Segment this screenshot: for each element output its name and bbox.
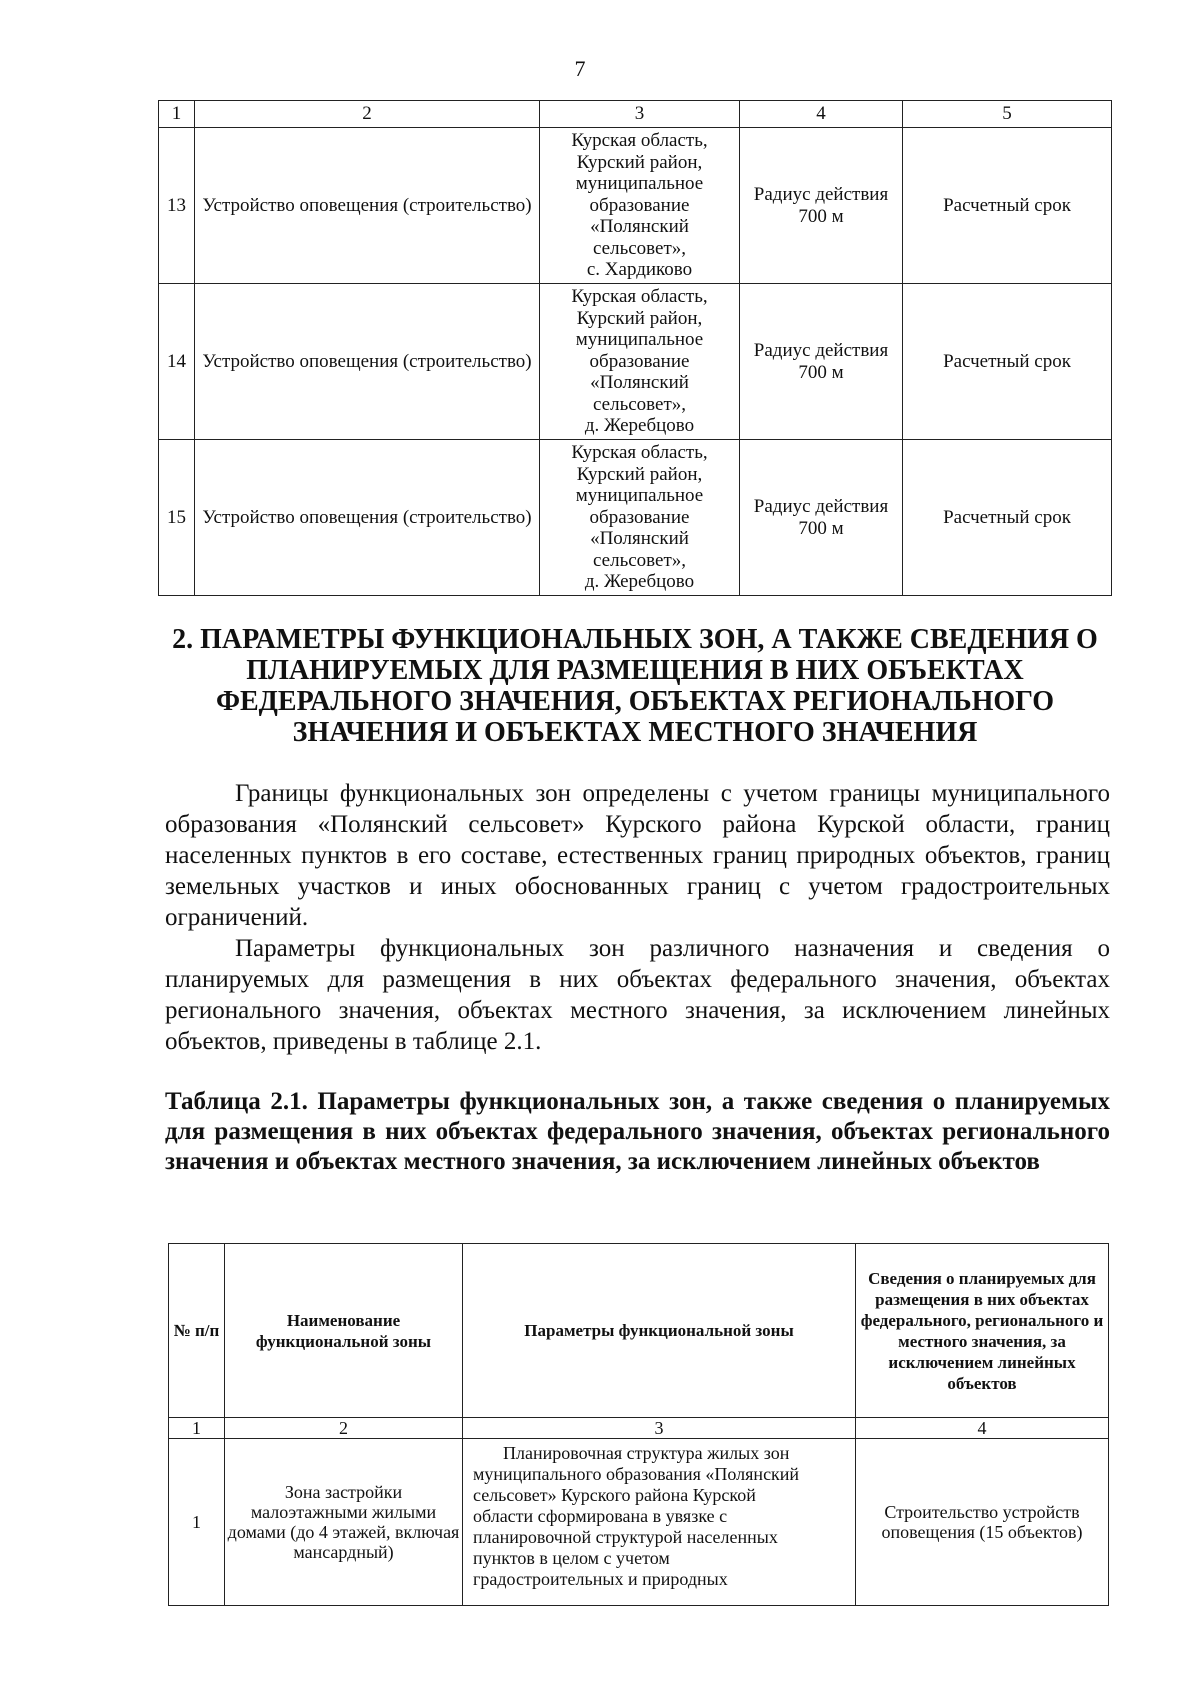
column-number-4: 4 bbox=[856, 1418, 1109, 1439]
location-line: муниципальное bbox=[575, 329, 704, 351]
section-heading: 2. ПАРАМЕТРЫ ФУНКЦИОНАЛЬНЫХ ЗОН, А ТАКЖЕ СВЕДЕНИЯ О ПЛАНИРУЕМЫХ ДЛЯ РАЗМЕЩЕНИЯ В НИХ ОБЪЕКТАХ ФЕДЕРАЛЬНОГО ЗНАЧЕНИЯ, ОБЪЕКТАХ РЕГИОНАЛЬНОГО ЗНАЧЕНИЯ И ОБЪЕКТАХ МЕСТНОГО ЗНАЧЕНИЯ bbox=[172, 624, 1098, 748]
location-line: «Полянский bbox=[590, 528, 689, 550]
location-line: муниципальное bbox=[575, 485, 704, 507]
location-line: Курский район, bbox=[576, 307, 703, 329]
location-line: муниципальное bbox=[575, 173, 704, 195]
object-location bbox=[540, 128, 740, 284]
zone-parameters bbox=[463, 1439, 856, 1606]
object-name: Устройство оповещения (строительство) bbox=[195, 128, 540, 284]
object-location bbox=[540, 284, 740, 440]
location-line: сельсовет», bbox=[592, 549, 687, 571]
column-number-2: 2 bbox=[195, 101, 540, 128]
column-number-1: 1 bbox=[159, 101, 195, 128]
row-number: 15 bbox=[159, 440, 195, 596]
object-characteristics: Радиус действия 700 м bbox=[740, 284, 903, 440]
object-name: Устройство оповещения (строительство) bbox=[195, 440, 540, 596]
implementation-term: Расчетный срок bbox=[903, 440, 1112, 596]
column-header-zone-name: Наименование функциональной зоны bbox=[225, 1244, 463, 1418]
parameter-line: планировочной структурой населенных bbox=[473, 1527, 778, 1547]
object-characteristics: Радиус действия 700 м bbox=[740, 440, 903, 596]
functional-zones-table bbox=[168, 1243, 1109, 1606]
object-name: Устройство оповещения (строительство) bbox=[195, 284, 540, 440]
table-header-row bbox=[169, 1244, 1109, 1418]
location-line: д. Жеребцово bbox=[584, 571, 695, 593]
alert-devices-table bbox=[158, 100, 1112, 596]
implementation-term: Расчетный срок bbox=[903, 284, 1112, 440]
parameter-line: сельсовет» Курского района Курской bbox=[473, 1485, 756, 1505]
table-row bbox=[159, 440, 1112, 596]
table-caption: Таблица 2.1. Параметры функциональных зон, а также сведения о планируемых для размещения в них объектах федерального значения, объектах регионального значения и объектах местного значения, за исключением линейных объектов bbox=[165, 1088, 1110, 1175]
location-line: образование bbox=[589, 506, 690, 528]
parameter-line: пунктов в целом с учетом bbox=[473, 1548, 670, 1568]
location-line: Курский район, bbox=[576, 463, 703, 485]
row-number: 14 bbox=[159, 284, 195, 440]
planned-objects: Строительство устройств оповещения (15 объектов) bbox=[856, 1439, 1109, 1606]
location-line: образование bbox=[589, 194, 690, 216]
object-characteristics: Радиус действия 700 м bbox=[740, 128, 903, 284]
column-header-planned-objects: Сведения о планируемых для размещения в них объектах федерального, регионального и местного значения, за исключением линейных объектов bbox=[856, 1244, 1109, 1418]
location-line: «Полянский bbox=[590, 372, 689, 394]
location-line: Курская область, bbox=[571, 441, 708, 463]
column-number-5: 5 bbox=[903, 101, 1112, 128]
location-line: Курская область, bbox=[571, 285, 708, 307]
location-line: «Полянский bbox=[590, 216, 689, 238]
column-number-2: 2 bbox=[225, 1418, 463, 1439]
object-location bbox=[540, 440, 740, 596]
table-row bbox=[159, 128, 1112, 284]
parameter-line: муниципального образования «Полянский bbox=[473, 1464, 800, 1484]
column-number-3: 3 bbox=[463, 1418, 856, 1439]
row-number: 1 bbox=[169, 1439, 225, 1606]
location-line: с. Хардиково bbox=[586, 259, 693, 281]
column-number-4: 4 bbox=[740, 101, 903, 128]
column-header-zone-parameters: Параметры функциональной зоны bbox=[463, 1244, 856, 1418]
table-header-row bbox=[159, 101, 1112, 128]
location-line: Курская область, bbox=[571, 129, 708, 151]
table-row bbox=[169, 1439, 1109, 1606]
body-paragraph: Границы функциональных зон определены с учетом границы муниципального образования «Полянский сельсовет» Курского района Курской области, границ населенных пунктов в его составе, естественных границ природных объектов, границ земельных участков и иных обоснованных границ с учетом градостроительных ограничений. bbox=[165, 780, 1110, 931]
column-header-number: № п/п bbox=[169, 1244, 225, 1418]
table-row bbox=[159, 284, 1112, 440]
column-number-3: 3 bbox=[540, 101, 740, 128]
parameter-line: области сформирована в увязке с bbox=[473, 1506, 728, 1526]
parameter-line: Планировочная структура жилых зон bbox=[503, 1443, 790, 1463]
location-line: образование bbox=[589, 350, 690, 372]
location-line: Курский район, bbox=[576, 151, 703, 173]
parameter-line: градостроительных и природных bbox=[473, 1569, 728, 1589]
location-line: сельсовет», bbox=[592, 393, 687, 415]
column-number-1: 1 bbox=[169, 1418, 225, 1439]
page-number: 7 bbox=[574, 56, 586, 81]
row-number: 13 bbox=[159, 128, 195, 284]
zone-name: Зона застройки малоэтажными жилыми домами (до 4 этажей, включая мансардный) bbox=[225, 1439, 463, 1606]
location-line: сельсовет», bbox=[592, 237, 687, 259]
column-number-row bbox=[169, 1418, 1109, 1439]
body-paragraph: Параметры функциональных зон различного назначения и сведения о планируемых для размещения в них объектах федерального значения, объектах регионального значения, объектах местного значения, за исключением линейных объектов, приведены в таблице 2.1. bbox=[165, 935, 1110, 1055]
location-line: д. Жеребцово bbox=[584, 415, 695, 437]
implementation-term: Расчетный срок bbox=[903, 128, 1112, 284]
